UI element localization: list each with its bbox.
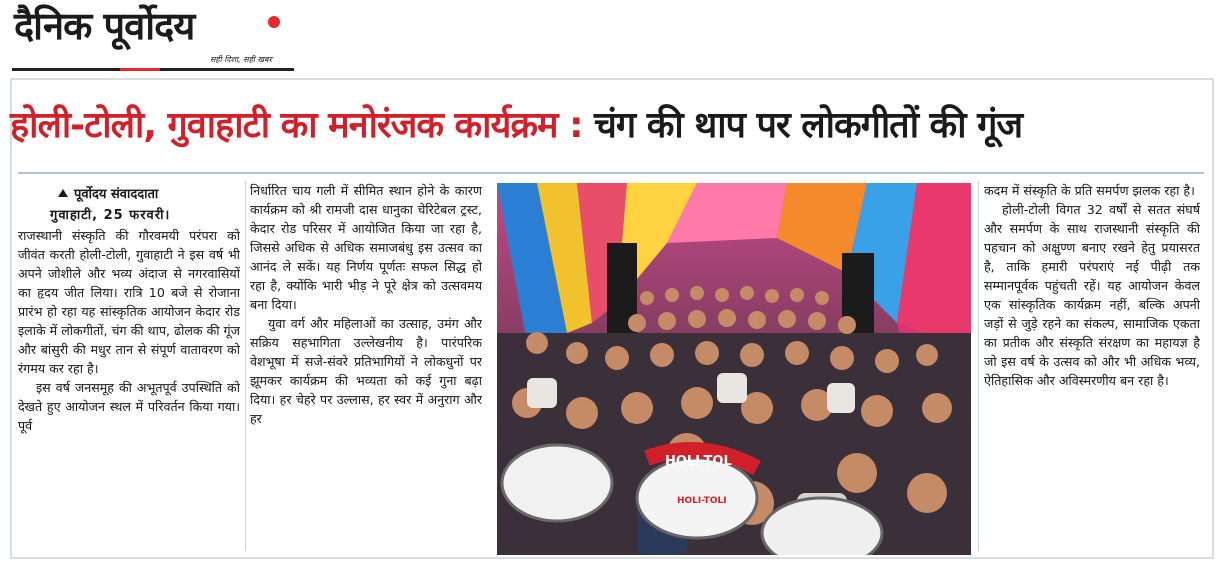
dateline: गुवाहाटी, 25 फरवरी। — [50, 208, 171, 223]
article-headline — [10, 104, 1210, 147]
paragraph: कदम में संस्कृति के प्रति समर्पण झलक रहा है। — [984, 183, 1195, 198]
paragraph: होली-टोली विगत 32 वर्षों से सतत संघर्ष और समर्पण के साथ राजस्थानी संस्कृति की पहचान को अक्षुण्ण बनाए रखने हेतु प्रयासरत है, ताकि हमारी परंपराएं नई पीढ़ी तक सम्मानपूर्वक पहुंचती रहें। यह आयोजन केवल एक सांस्कृतिक कार्यक्रम नहीं, बल्कि अपनी जड़ों से जुड़े रहने का संकल्प, सामाजिक एकता का प्रतीक और संस्कृति संरक्षण का महायज्ञ है जो इस वर्ष के उत्सव को और भी अधिक भव्य, ऐतिहासिक और अविस्मरणीय बन रहा है। — [984, 202, 1200, 388]
paragraph: इस वर्ष जनसमूह की अभूतपूर्व उपस्थिति को देखते हुए आयोजन स्थल में परिवर्तन किया गया। पूर्व — [18, 380, 240, 433]
triangle-icon — [58, 189, 68, 197]
tagline: सही दिशा, सही खबर — [210, 55, 272, 64]
crowd-photo-illustration — [497, 183, 971, 555]
byline-text: पूर्वोदय संवाददाता — [74, 187, 159, 202]
column-3 — [984, 181, 1200, 553]
headline-part-1: होली-टोली, गुवाहाटी का मनोरंजक कार्यक्रम : — [10, 105, 583, 146]
headline-part-2: चंग की थाप पर लोकगीतों की गूंज — [594, 105, 1023, 146]
drum-label-small: HOLI-TOLI — [677, 496, 727, 506]
logo-dot-icon — [268, 16, 280, 28]
masthead — [10, 4, 288, 74]
event-photo — [497, 183, 971, 555]
column-divider — [245, 181, 246, 551]
newspaper-logo: दैनिक पूर्वोदय — [14, 4, 195, 48]
drum-label: HOLI-TOL — [665, 454, 732, 469]
column-1 — [18, 226, 240, 554]
column-2 — [250, 181, 482, 553]
headline-rule — [18, 172, 1204, 174]
byline — [58, 184, 158, 202]
column-divider — [978, 181, 979, 551]
paragraph: युवा वर्ग और महिलाओं का उत्साह, उमंग और सक्रिय सहभागिता उल्लेखनीय है। पारंपरिक वेशभूषा में सजे-संवरे प्रतिभागियों ने लोकधुनों पर झूमकर कार्यक्रम की भव्यता को कई गुना बढ़ा दिया। हर चेहरे पर उल्लास, हर स्वर में अनुराग और हर — [250, 316, 482, 426]
paragraph: राजस्थानी संस्कृति की गौरवमयी परंपरा को जीवंत करती होली-टोली, गुवाहाटी ने इस वर्ष भी अपने जोशीले और भव्य अंदाज से नगरवासियों का हृदय जीत लिया। रात्रि 10 बजे से रोजाना प्रारंभ हो रहा यह सांस्कृतिक आयोजन केदार रोड इलाके में लोकगीतों, चंग की थाप, ढोलक की गूंज और बांसुरी की मधुर तान से संपूर्ण वातावरण को रंगमय कर रहा है। — [18, 228, 240, 376]
paragraph: निर्धारित चाय गली में सीमित स्थान होने के कारण कार्यक्रम को श्री रामजी दास धानुका चेरिटेबल ट्रस्ट, केदार रोड परिसर में आयोजित किया जा रहा है, जिससे अधिक से अधिक समाजबंधु इस उत्सव का आनंद ले सकें। यह निर्णय पूर्णतः सफल सिद्ध हो रहा है, क्योंकि भारी भीड़ ने पूरे क्षेत्र को उत्सवमय बना दिया। — [250, 183, 482, 312]
masthead-rule-accent — [120, 68, 160, 71]
